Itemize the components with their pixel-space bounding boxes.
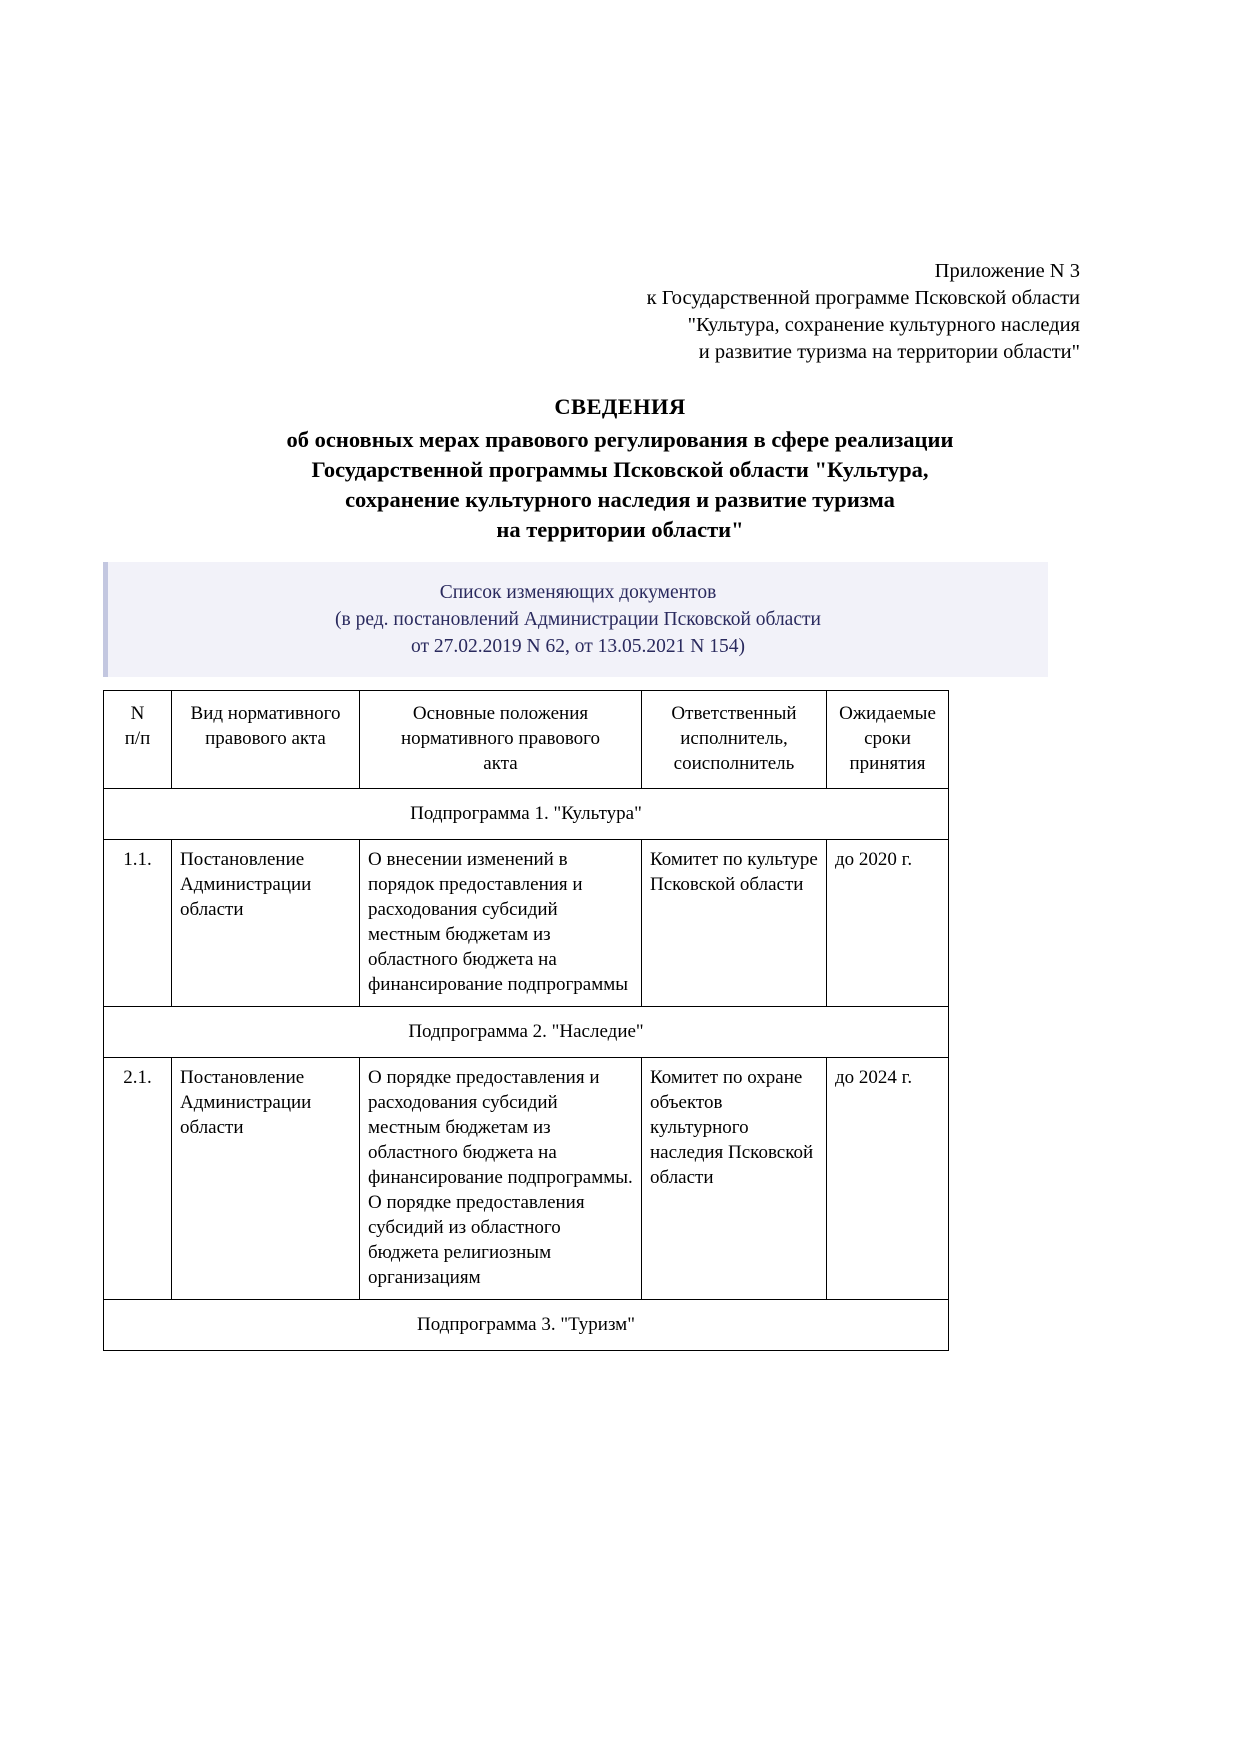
subprogram-section-row bbox=[104, 1300, 949, 1351]
changing-documents-note bbox=[103, 562, 1048, 677]
subprogram-1-label: Подпрограмма 1. "Культура" bbox=[104, 789, 949, 840]
row-terms: до 2024 г. bbox=[827, 1058, 949, 1300]
appendix-line-2: к Государственной программе Псковской области bbox=[646, 287, 1080, 309]
title-line-4: на территории области" bbox=[496, 517, 744, 542]
row-terms: до 2020 г. bbox=[827, 840, 949, 1007]
row-number: 1.1. bbox=[104, 840, 172, 1007]
title-heading: СВЕДЕНИЯ bbox=[554, 394, 686, 419]
table-row bbox=[104, 840, 949, 1007]
column-header-act-type: Вид нормативного правового акта bbox=[172, 691, 360, 789]
changes-line-1: Список изменяющих документов bbox=[439, 582, 717, 603]
appendix-line-1: Приложение N 3 bbox=[934, 260, 1080, 282]
column-header-number: N п/п bbox=[104, 691, 172, 789]
appendix-reference-block bbox=[647, 258, 1080, 366]
subprogram-2-label: Подпрограмма 2. "Наследие" bbox=[104, 1007, 949, 1058]
changes-line-3: от 27.02.2019 N 62, от 13.05.2021 N 154) bbox=[411, 636, 745, 657]
row-responsible: Комитет по охране объектов культурного наследия Псковской области bbox=[642, 1058, 827, 1300]
subprogram-section-row bbox=[104, 789, 949, 840]
title-line-3: сохранение культурного наследия и развитие туризма bbox=[345, 487, 895, 512]
appendix-line-4: и развитие туризма на территории области" bbox=[698, 341, 1080, 363]
appendix-line-3: "Культура, сохранение культурного наследия bbox=[687, 314, 1080, 336]
table-header-row bbox=[104, 691, 949, 789]
page-title bbox=[0, 392, 1240, 545]
title-line-2: Государственной программы Псковской области "Культура, bbox=[311, 457, 929, 482]
subprogram-3-label: Подпрограмма 3. "Туризм" bbox=[104, 1300, 949, 1351]
regulatory-measures-table bbox=[103, 690, 949, 1351]
column-header-responsible: Ответственный исполнитель, соисполнитель bbox=[642, 691, 827, 789]
row-act-type: Постановление Администрации области bbox=[172, 1058, 360, 1300]
row-provisions: О порядке предоставления и расходования субсидий местным бюджетам из областного бюджета на финансирование подпрограммы. О порядке предоставления субсидий из областного бюджета религиозным организациям bbox=[360, 1058, 642, 1300]
column-header-provisions: Основные положения нормативного правового акта bbox=[360, 691, 642, 789]
subprogram-section-row bbox=[104, 1007, 949, 1058]
title-line-1: об основных мерах правового регулирования в сфере реализации bbox=[286, 427, 954, 452]
row-act-type: Постановление Администрации области bbox=[172, 840, 360, 1007]
row-responsible: Комитет по культуре Псковской области bbox=[642, 840, 827, 1007]
changes-line-2: (в ред. постановлений Администрации Псковской области bbox=[335, 609, 821, 630]
column-header-terms: Ожидаемые сроки принятия bbox=[827, 691, 949, 789]
row-provisions: О внесении изменений в порядок предоставления и расходования субсидий местным бюджетам из областного бюджета на финансирование подпрограммы bbox=[360, 840, 642, 1007]
table-row bbox=[104, 1058, 949, 1300]
row-number: 2.1. bbox=[104, 1058, 172, 1300]
